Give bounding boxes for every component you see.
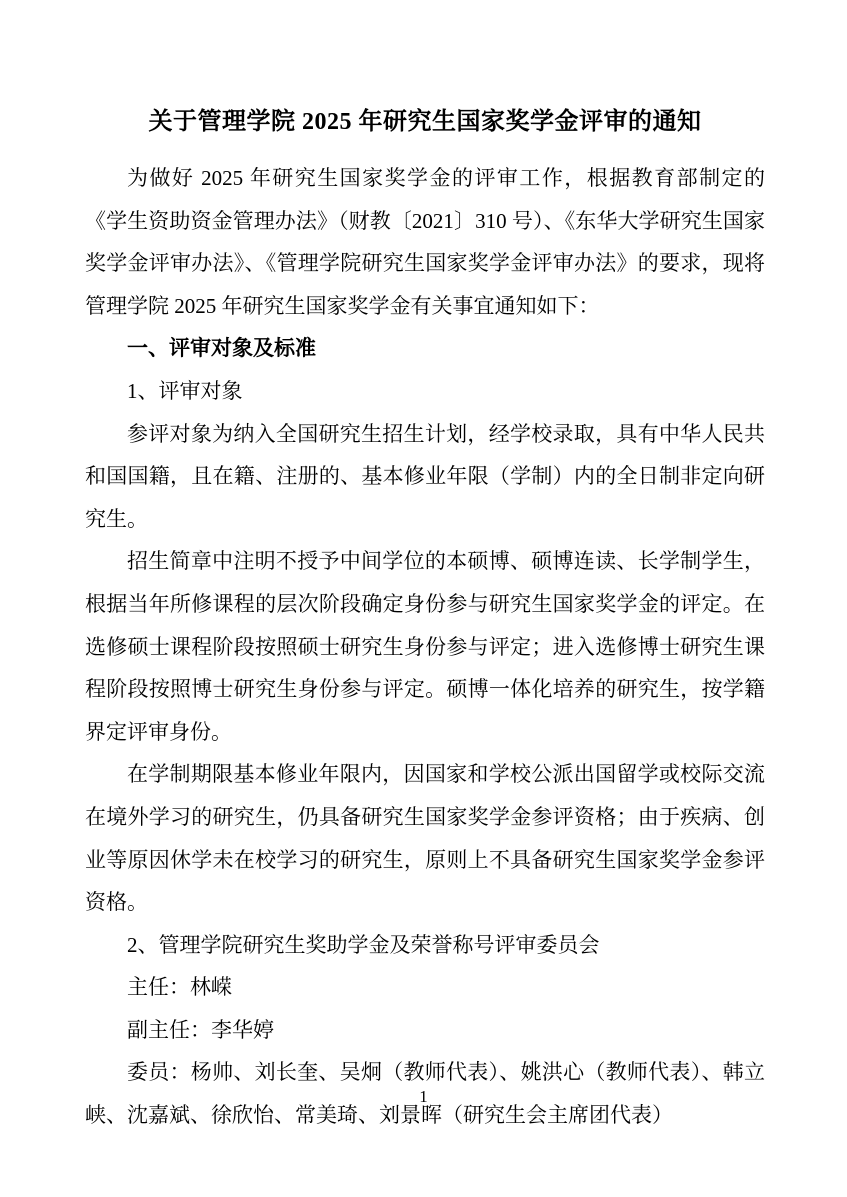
committee-deputy-director: 副主任：李华婷 [127,1017,274,1042]
document-title: 关于管理学院 2025 年研究生国家奖学金评审的通知 [148,109,702,135]
document-body [85,157,765,1137]
paragraph-study-abroad-leave: 在学制期限基本修业年限内，因国家和学校公派出国留学或校际交流在境外学习的研究生，仍具备研究生国家奖学金参评资格；由于疾病、创业等原因休学未在校学习的研究生，原则上不具备研究生国家奖学金参评资格。 [85,762,765,915]
page-footer [0,1085,847,1109]
paragraph-intro: 为做好 2025 年研究生国家奖学金的评审工作，根据教育部制定的《学生资助资金管理办法》（财教〔2021〕310 号）、《东华大学研究生国家奖学金评审办法》、《管理学院研究生国家奖学金评审办法》的要求，现将管理学院 2025 年研究生国家奖学金有关事宜通知如下： [85,166,765,318]
page-number: 1 [419,1087,428,1106]
committee-members: 委员：杨帅、刘长奎、吴炯（教师代表）、姚洪心（教师代表）、韩立峡、沈嘉斌、徐欣怡、常美琦、刘景晖（研究生会主席团代表） [85,1060,765,1128]
paragraph-intermediate-degree: 招生简章中注明不授予中间学位的本硕博、硕博连读、长学制学生，根据当年所修课程的层次阶段确定身份参与研究生国家奖学金的评定。在选修硕士课程阶段按照硕士研究生身份参与评定；进入选修博士研究生课程阶段按照博士研究生身份参与评定。硕博一体化培养的研究生，按学籍界定评审身份。 [85,549,765,744]
section-heading-review-targets: 一、评审对象及标准 [127,336,316,361]
item-2-committee-title: 2、管理学院研究生奖助学金及荣誉称号评审委员会 [127,932,600,957]
paragraph-eligibility: 参评对象为纳入全国研究生招生计划，经学校录取，具有中华人民共和国国籍，且在籍、注册的、基本修业年限（学制）内的全日制非定向研究生。 [85,421,765,531]
committee-director: 主任：林嵘 [127,975,232,1000]
item-1-review-target-title: 1、评审对象 [127,378,243,403]
